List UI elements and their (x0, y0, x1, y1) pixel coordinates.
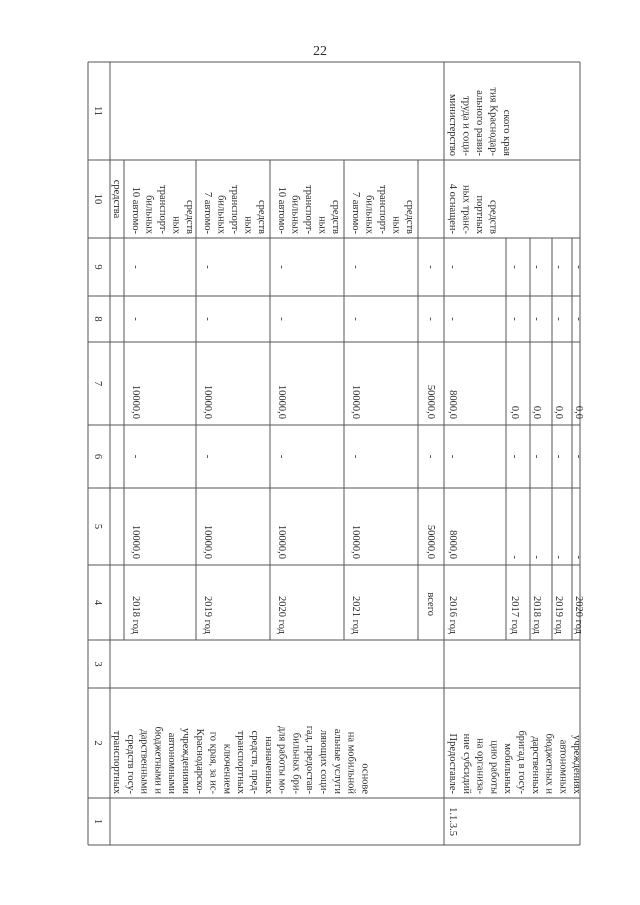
row-a-year: 2021 год (350, 596, 361, 634)
column-header-6: 6 (92, 453, 103, 460)
row-a-description-line: гад, предостав- (304, 725, 316, 794)
row-b-description-line: на организа- (474, 738, 486, 794)
row-a-col5: 10000,0 (350, 524, 361, 559)
row-a-col10-line: транспорт- (303, 185, 314, 234)
row-a-col6: - (130, 454, 141, 459)
row-a-col10-line: транспорт- (377, 185, 388, 234)
row-a-description-line: транспортных (111, 730, 122, 794)
row-b-col11-line: министерство (447, 93, 458, 156)
row-a-description-line: учреждениями (180, 727, 191, 794)
row-a-description-line: средств госу- (124, 734, 136, 794)
row-b-col8: - (553, 317, 564, 321)
row-a-col10-line: ных (316, 216, 328, 234)
row-a-col10-line: 10 автомо- (130, 186, 141, 234)
row-b-col7: 0,0 (553, 405, 564, 419)
row-a-col10-line: бильных (289, 195, 301, 234)
row-b-col6: - (531, 454, 542, 459)
row-a-description-line: ляющих соци- (318, 729, 329, 794)
row-a-year: 2019 год (202, 596, 213, 634)
row-b-description-line: ние субсидий (460, 733, 472, 794)
row-a-description-line: бюджетными и (152, 726, 164, 794)
row-a-total-col9: - (425, 265, 436, 269)
row-b-col11-line: тия Краснодар- (487, 87, 499, 156)
row-a-description-line: альные услуги (331, 728, 343, 794)
row-b-col10-line: 4 оснащен- (447, 183, 458, 234)
row-a-col7: 10000,0 (130, 384, 141, 419)
row-a-description-line: бильных бри- (290, 732, 302, 794)
row-a-col10-head: средства (111, 179, 122, 219)
column-header-10: 10 (92, 193, 103, 205)
row-a-col10-line: средств (184, 200, 195, 234)
row-a-col10-line: 7 автомо- (202, 191, 213, 234)
row-b-col9: - (573, 265, 584, 269)
row-b-col5: 8000,0 (447, 530, 458, 559)
column-header-1: 1 (92, 818, 103, 825)
row-a-col7: 10000,0 (276, 384, 287, 419)
row-b-description-line: дарственных (529, 736, 541, 794)
row-b-col7: 8000,0 (447, 390, 458, 419)
row-b-col11-line: ального разви- (474, 90, 485, 156)
row-b-description-line: бригад в госу- (516, 730, 527, 794)
row-a-col10-line: средств (330, 200, 341, 234)
row-a-total-label: всего (425, 592, 436, 616)
row-a-col7: 10000,0 (202, 384, 213, 419)
row-b-col8: - (573, 317, 584, 321)
row-a-description-line: ключением (221, 743, 233, 794)
row-b-col6: - (447, 454, 458, 459)
row-a-col9: - (350, 265, 361, 269)
row-b-col9: - (447, 265, 458, 269)
row-a-col10-line: бильных (143, 195, 155, 234)
row-b-description-line: автономных (557, 739, 569, 794)
column-header-7: 7 (92, 380, 103, 387)
row-b-col6: - (509, 454, 520, 459)
row-a-col5: 10000,0 (130, 524, 141, 559)
row-b-year: 2016 год (447, 596, 458, 634)
row-a-total-col8: - (425, 317, 436, 321)
row-b-col5: - (553, 555, 564, 559)
row-a-col10-line: бильных (363, 195, 375, 234)
row-a-col9: - (276, 265, 287, 269)
row-a-total-col7: 50000,0 (425, 384, 436, 419)
row-b-col10-line: ных транс- (460, 185, 472, 234)
row-b-col10-line: средств (487, 200, 499, 234)
row-a-col10-line: бильных (215, 195, 227, 234)
row-a-col5: 10000,0 (276, 524, 287, 559)
row-a-col6: - (350, 454, 361, 459)
row-b-year: 2020 год (573, 596, 584, 634)
row-a-col6: - (276, 454, 287, 459)
row-a-col6: - (202, 454, 213, 459)
row-b-description-line: бюджетных и (543, 733, 555, 794)
row-a-year: 2018 год (130, 596, 141, 634)
row-a-description-line: автономными (166, 732, 178, 794)
row-b-col6: - (573, 454, 584, 459)
column-header-5: 5 (92, 523, 103, 530)
row-b-col11-line: труда и соци- (460, 96, 472, 156)
row-a-description-line: дарственными (138, 729, 150, 794)
row-a-col8: - (350, 317, 361, 321)
row-b-col7: 0,0 (509, 405, 520, 419)
row-b-col8: - (509, 317, 520, 321)
row-b-col9: - (553, 265, 564, 269)
row-b-col5: - (509, 555, 520, 559)
row-b-description-line: Предоставле- (447, 733, 458, 794)
row-a-col8: - (202, 317, 213, 321)
row-b-col7: 0,0 (573, 405, 584, 419)
row-a-col7: 10000,0 (350, 384, 361, 419)
column-header-3: 3 (92, 661, 103, 667)
row-b-col9: - (531, 265, 542, 269)
row-a-col8: - (130, 317, 141, 321)
row-a-col10-line: транспорт- (229, 185, 240, 234)
column-header-9: 9 (92, 264, 103, 270)
row-a-col10-line: средств (404, 200, 415, 234)
row-a-total-col6: - (425, 454, 436, 459)
row-b-item-number: 1.1.3.5 (447, 807, 458, 836)
row-a-description-line: средств, пред- (249, 730, 260, 794)
row-b-description-line: мобильных (502, 743, 514, 794)
row-a-description-line: транспортных (235, 730, 247, 794)
row-b-col5: - (573, 555, 584, 559)
row-b-col7: 0,0 (531, 405, 542, 419)
row-a-col9: - (130, 265, 141, 269)
column-header-8: 8 (92, 316, 103, 322)
row-b-col5: - (531, 555, 542, 559)
row-a-total-col5: 50000,0 (425, 524, 436, 559)
row-a-description-line: для работы мо- (276, 725, 288, 794)
row-a-description-line: го края, за ис- (207, 731, 219, 794)
row-a-description-line: основе (359, 763, 371, 794)
row-a-description-line: назначенных (262, 736, 274, 794)
row-a-col5: 10000,0 (202, 524, 213, 559)
row-a-col10-line: ных (170, 216, 182, 234)
row-a-col10-line: средств (256, 200, 267, 234)
row-b-description-line: цию работы (488, 740, 500, 794)
row-b-year: 2018 год (531, 596, 542, 634)
row-b-year: 2019 год (553, 596, 564, 634)
row-b-col8: - (531, 317, 542, 321)
row-a-year: 2020 год (276, 596, 287, 634)
row-b-col10-line: портных (474, 195, 485, 234)
row-a-col8: - (276, 317, 287, 321)
row-b-col11-line: ского края (501, 109, 512, 156)
row-b-col9: - (509, 265, 520, 269)
column-header-2: 2 (92, 740, 103, 746)
row-a-col10-line: транспорт- (157, 185, 168, 234)
row-a-description-line: на мобильной (345, 731, 357, 794)
row-b-description-line: учреждениях (571, 734, 583, 794)
column-header-4: 4 (92, 599, 103, 606)
row-a-col10-line: ных (242, 216, 254, 234)
row-a-col10-line: 10 автомо- (276, 186, 287, 234)
column-header-11: 11 (92, 105, 103, 117)
row-b-col8: - (447, 317, 458, 321)
page-number: 22 (313, 44, 327, 59)
row-a-col10-line: ных (390, 216, 402, 234)
row-b-col6: - (553, 454, 564, 459)
row-a-col10-line: 7 автомо- (350, 191, 361, 234)
row-b-year: 2017 год (509, 596, 520, 634)
row-a-col9: - (202, 265, 213, 269)
row-a-description-line: Краснодарско- (193, 728, 205, 794)
